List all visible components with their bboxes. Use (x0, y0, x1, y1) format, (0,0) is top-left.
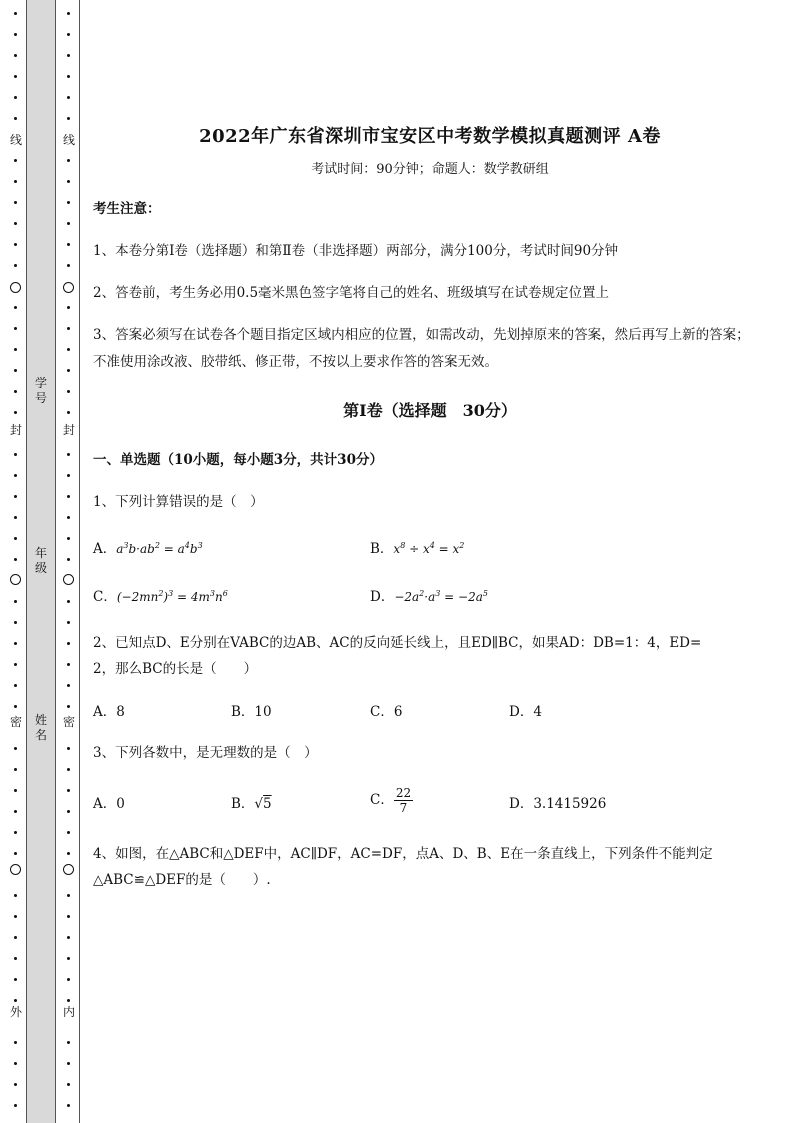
q4-stem-line2: △ABC≌△DEF的是（ ）. (93, 872, 271, 888)
binding-dot (14, 705, 17, 708)
binding-dot (14, 180, 17, 183)
q1-option-c-label: C． (93, 589, 117, 605)
q1-option-a[interactable] (93, 536, 203, 559)
q1-option-d-label: D． (370, 589, 395, 605)
field-grade (32, 546, 50, 576)
binding-dot (14, 915, 17, 918)
binding-dot (67, 768, 70, 771)
binding-dot (14, 537, 17, 540)
binding-dot (14, 1062, 17, 1065)
binding-dot (14, 894, 17, 897)
binding-dot (67, 117, 70, 120)
binding-dot (67, 915, 70, 918)
binding-dot (67, 516, 70, 519)
binding-dot (67, 705, 70, 708)
binding-dot (14, 516, 17, 519)
field-name-label: 姓名 (34, 713, 47, 742)
q1-option-c-formula: $(-2mn^2)^3 = 4m^3n^6$ (116, 589, 228, 604)
binding-dot (14, 117, 17, 120)
q3-option-b-label: B． (231, 796, 255, 812)
binding-dot (14, 306, 17, 309)
q3-option-c-label: C． (370, 792, 394, 808)
binding-dot (67, 222, 70, 225)
binding-dot (67, 1083, 70, 1086)
binding-dot (67, 75, 70, 78)
field-grade-label: 年级 (34, 546, 47, 575)
q1-option-d-formula: $-2a^2\cdot a^3 = -2a^5$ (394, 589, 488, 604)
binding-dot (14, 54, 17, 57)
q2-option-c[interactable]: C．6 (370, 704, 403, 720)
binding-dot (67, 957, 70, 960)
binding-dot (14, 558, 17, 561)
binding-dot (14, 453, 17, 456)
inner-binding-line (63, 0, 75, 1123)
binding-dot (14, 1041, 17, 1044)
part-heading: 一、单选题（10小题，每小题3分，共计30分） (93, 452, 383, 468)
q3-option-a[interactable]: A．0 (93, 796, 125, 812)
binding-circle-icon (10, 282, 21, 293)
binding-dot (67, 12, 70, 15)
binding-dot (67, 348, 70, 351)
binding-dot (67, 831, 70, 834)
binding-dot (67, 159, 70, 162)
binding-circle-icon (63, 574, 74, 585)
binding-dot (14, 684, 17, 687)
q3-stem: 3、下列各数中，是无理数的是（ ） (93, 745, 318, 761)
binding-circle-icon (63, 864, 74, 875)
binding-dot (67, 558, 70, 561)
q2-option-a[interactable]: A．8 (93, 704, 125, 720)
binding-dot (67, 642, 70, 645)
binding-label: 线 (60, 133, 78, 147)
binding-circle-icon (63, 282, 74, 293)
binding-dot (14, 201, 17, 204)
binding-circle-icon (10, 864, 21, 875)
binding-dot (14, 243, 17, 246)
binding-dot (67, 306, 70, 309)
q2-option-d[interactable]: D．4 (509, 704, 542, 720)
binding-dot (14, 75, 17, 78)
q1-option-b[interactable] (370, 536, 464, 559)
binding-dot (67, 96, 70, 99)
binding-dot (67, 390, 70, 393)
binding-dot (14, 348, 17, 351)
fraction-numerator: 22 (395, 786, 412, 800)
q1-option-b-label: B． (370, 541, 394, 557)
binding-dot (14, 768, 17, 771)
binding-dot (14, 390, 17, 393)
binding-dot (67, 894, 70, 897)
q1-option-b-formula: $x^8 \div x^4 = x^2$ (393, 541, 465, 556)
binding-dot (14, 663, 17, 666)
binding-dot (67, 747, 70, 750)
binding-dot (67, 411, 70, 414)
q2-stem-line2: 2，那么BC的长是（ ） (93, 661, 258, 677)
binding-dot (14, 852, 17, 855)
binding-dot (67, 369, 70, 372)
section-title: 第I卷（选择题 30分） (343, 401, 517, 420)
binding-dot (67, 180, 70, 183)
binding-dot (67, 663, 70, 666)
binding-dot (14, 327, 17, 330)
binding-label: 封 (7, 423, 25, 437)
binding-dot (14, 600, 17, 603)
notice-item-1: 1、本卷分第I卷（选择题）和第Ⅱ卷（非选择题）两部分，满分100分，考试时间90分钟 (93, 243, 619, 259)
binding-dot (14, 159, 17, 162)
binding-dot (67, 600, 70, 603)
binding-dot (14, 369, 17, 372)
binding-dot (67, 810, 70, 813)
binding-dot (67, 474, 70, 477)
q4-stem-line1: 4、如图，在△ABC和△DEF中，AC∥DF，AC=DF，点A、D、B、E在一条直线上，下列条件不能判定 (93, 846, 713, 862)
binding-label: 封 (60, 423, 78, 437)
exam-subtitle: 考试时间：90分钟；命题人：数学教研组 (311, 162, 549, 177)
q1-stem: 1、下列计算错误的是（ ） (93, 494, 264, 510)
binding-dot (14, 936, 17, 939)
binding-dot (14, 474, 17, 477)
binding-label: 密 (7, 715, 25, 729)
binding-dot (67, 495, 70, 498)
binding-dot (67, 327, 70, 330)
binding-label: 密 (60, 715, 78, 729)
q1-option-c[interactable] (93, 584, 228, 607)
notice-item-3: 3、答案必须写在试卷各个题目指定区域内相应的位置，如需改动，先划掉原来的答案，然后再写上新的答案；不准使用涂改液、胶带纸、修正带，不按以上要求作答的答案无效。 (93, 327, 750, 370)
field-name (32, 713, 50, 743)
notice-item-2: 2、答卷前，考生务必用0.5毫米黑色签字笔将自己的姓名、班级填写在试卷规定位置上 (93, 285, 610, 301)
binding-label: 线 (7, 133, 25, 147)
binding-dot (67, 789, 70, 792)
q3-option-c-fraction (394, 786, 413, 815)
binding-circle-icon (10, 574, 21, 585)
binding-dot (14, 33, 17, 36)
binding-dot (67, 33, 70, 36)
q3-option-c[interactable] (370, 786, 413, 815)
binding-divider (79, 0, 80, 1123)
binding-dot (14, 957, 17, 960)
binding-dot (14, 12, 17, 15)
binding-dot (67, 684, 70, 687)
binding-dot (67, 978, 70, 981)
binding-dot (67, 1062, 70, 1065)
binding-dot (14, 810, 17, 813)
binding-dot (14, 621, 17, 624)
binding-dot (67, 621, 70, 624)
binding-dot (14, 789, 17, 792)
q2-option-b[interactable]: B．10 (231, 704, 272, 720)
binding-dot (14, 642, 17, 645)
binding-dot (14, 747, 17, 750)
binding-dot (67, 999, 70, 1002)
binding-dot (14, 999, 17, 1002)
q1-option-a-label: A． (93, 541, 117, 557)
binding-dot (14, 222, 17, 225)
q1-option-d[interactable] (370, 584, 488, 607)
binding-dot (67, 936, 70, 939)
binding-dot (14, 411, 17, 414)
q3-option-b[interactable] (231, 794, 272, 814)
field-student-id (32, 376, 50, 406)
binding-dot (67, 1104, 70, 1107)
binding-label: 外 (7, 1005, 25, 1019)
binding-dot (14, 831, 17, 834)
q1-option-a-formula: $a^3b\cdot ab^2 = a^4b^3$ (116, 541, 203, 556)
exam-title: 2022年广东省深圳市宝安区中考数学模拟真题测评 A卷 (199, 126, 661, 147)
binding-dot (14, 1083, 17, 1086)
binding-dot (67, 1041, 70, 1044)
q3-option-d[interactable]: D．3.1415926 (509, 796, 607, 812)
outer-binding-line (10, 0, 22, 1123)
binding-dot (67, 537, 70, 540)
binding-dot (14, 978, 17, 981)
sqrt-symbol: √ (254, 796, 264, 812)
binding-dot (14, 1104, 17, 1107)
binding-dot (14, 96, 17, 99)
q3-option-b-radicand: 5 (263, 796, 272, 812)
binding-label: 内 (60, 1005, 78, 1019)
binding-dot (67, 54, 70, 57)
notice-heading: 考生注意： (93, 201, 161, 217)
binding-dot (67, 201, 70, 204)
binding-dot (67, 264, 70, 267)
field-student-id-label: 学号 (34, 376, 47, 405)
q2-stem-line1: 2、已知点D、E分别在VABC的边AB、AC的反向延长线上，且ED∥BC，如果AD：DB=1：4，ED= (93, 635, 702, 651)
binding-dot (67, 453, 70, 456)
binding-dot (67, 243, 70, 246)
fraction-denominator: 7 (399, 801, 408, 815)
binding-dot (14, 264, 17, 267)
binding-dot (67, 852, 70, 855)
binding-dot (14, 495, 17, 498)
